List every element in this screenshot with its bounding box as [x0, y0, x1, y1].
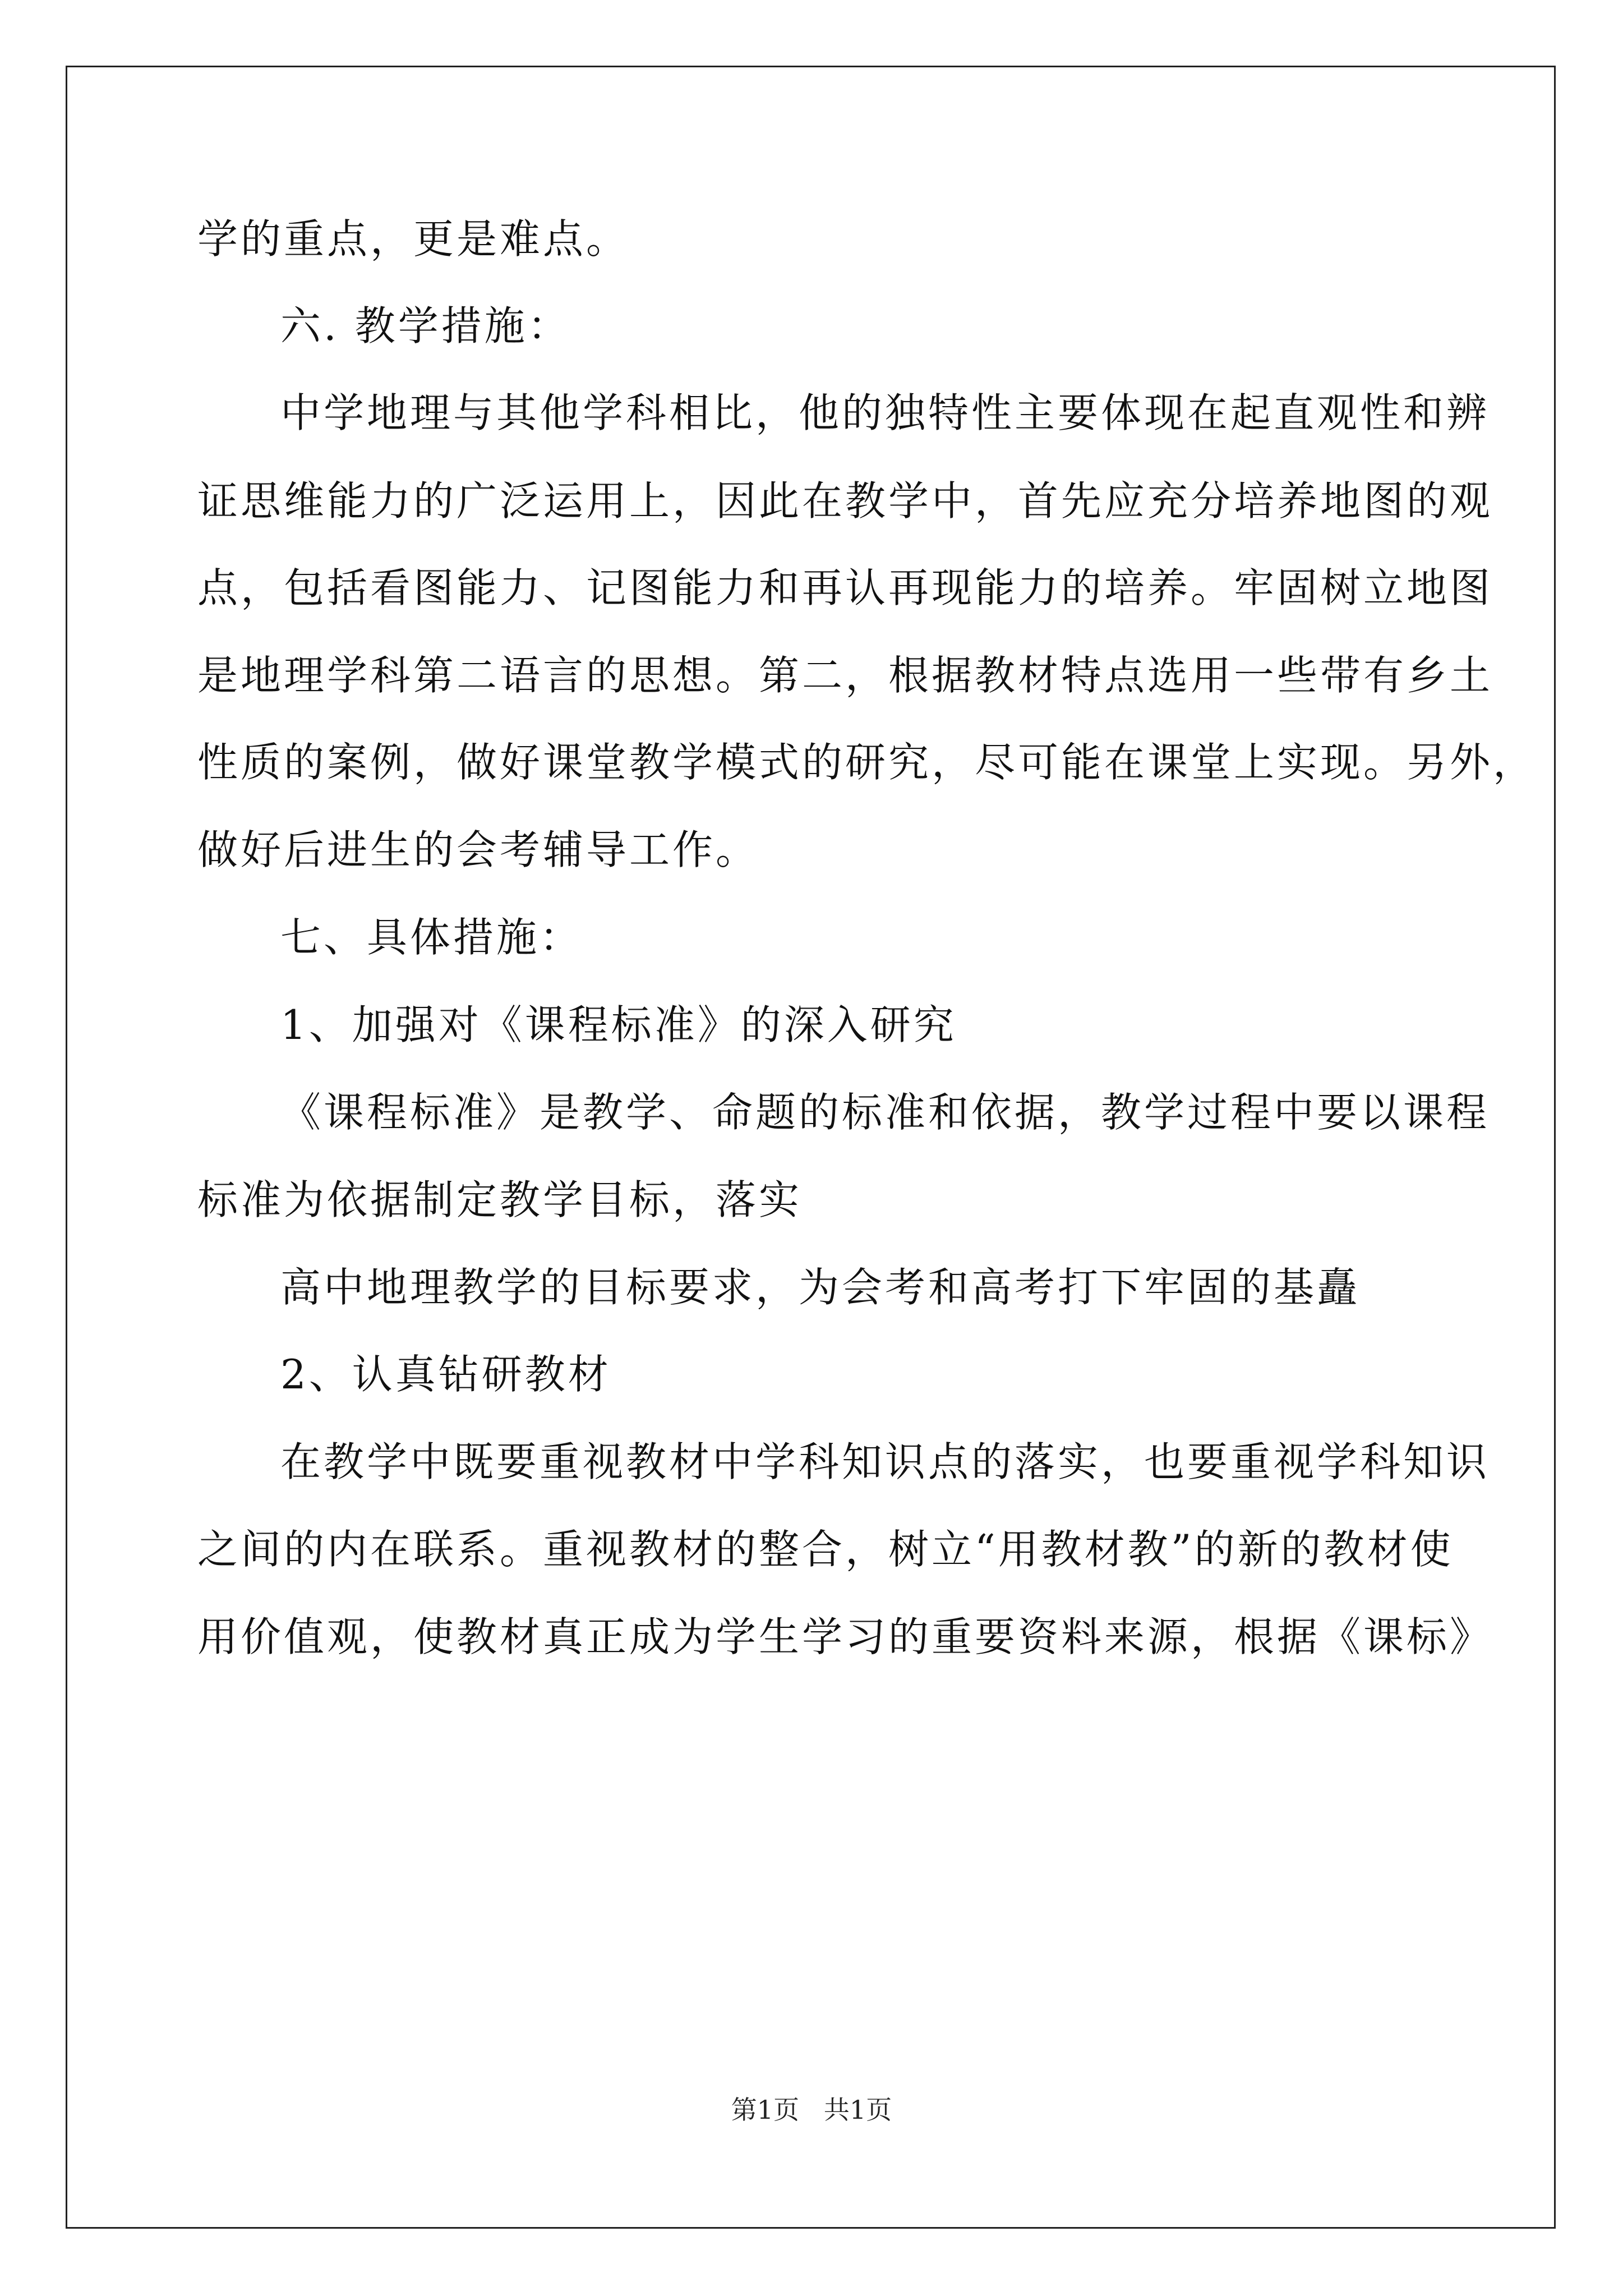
paragraph-line: 在教学中既要重视教材中学科知识点的落实，也要重视学科知识 [280, 1438, 1490, 1485]
paragraph-line: 中学地理与其他学科相比，他的独特性主要体现在起直观性和辨 [280, 389, 1490, 436]
paragraph-line: 高中地理教学的目标要求，为会考和高考打下牢固的基矗 [280, 1264, 1361, 1311]
paragraph-line: 《课程标准》是教学、命题的标准和依据，教学过程中要以课程 [280, 1089, 1490, 1136]
paragraph-line: 学的重点，更是难点。 [197, 215, 630, 263]
paragraph-line: 是地理学科第二语言的思想。第二，根据教材特点选用一些带有乡土 [197, 652, 1493, 699]
page-number-footer: 第1页 共1页 [731, 2095, 892, 2125]
section-heading: 七、具体措施： [280, 914, 583, 961]
paragraph-line: 之间的内在联系。重视教材的整合，树立“用教材教”的新的教材使 [197, 1526, 1454, 1573]
paragraph-line: 用价值观，使教材真正成为学生学习的重要资料来源，根据《课标》 [197, 1613, 1493, 1660]
paragraph-line: 点，包括看图能力、记图能力和再认再现能力的培养。牢固树立地图 [197, 564, 1493, 611]
subsection-heading: 2、认真钻研教材 [280, 1351, 611, 1398]
paragraph-line: 性质的案例，做好课堂教学模式的研究，尽可能在课堂上实现。另外， [197, 739, 1537, 786]
paragraph-line: 标准为依据制定教学目标，落实 [197, 1176, 803, 1223]
subsection-heading: 1、加强对《课程标准》的深入研究 [280, 1001, 957, 1048]
paragraph-line: 证思维能力的广泛运用上，因此在教学中，首先应充分培养地图的观 [197, 477, 1493, 524]
section-heading: 六. 教学措施： [280, 302, 571, 349]
paragraph-line: 做好后进生的会考辅导工作。 [197, 826, 759, 873]
